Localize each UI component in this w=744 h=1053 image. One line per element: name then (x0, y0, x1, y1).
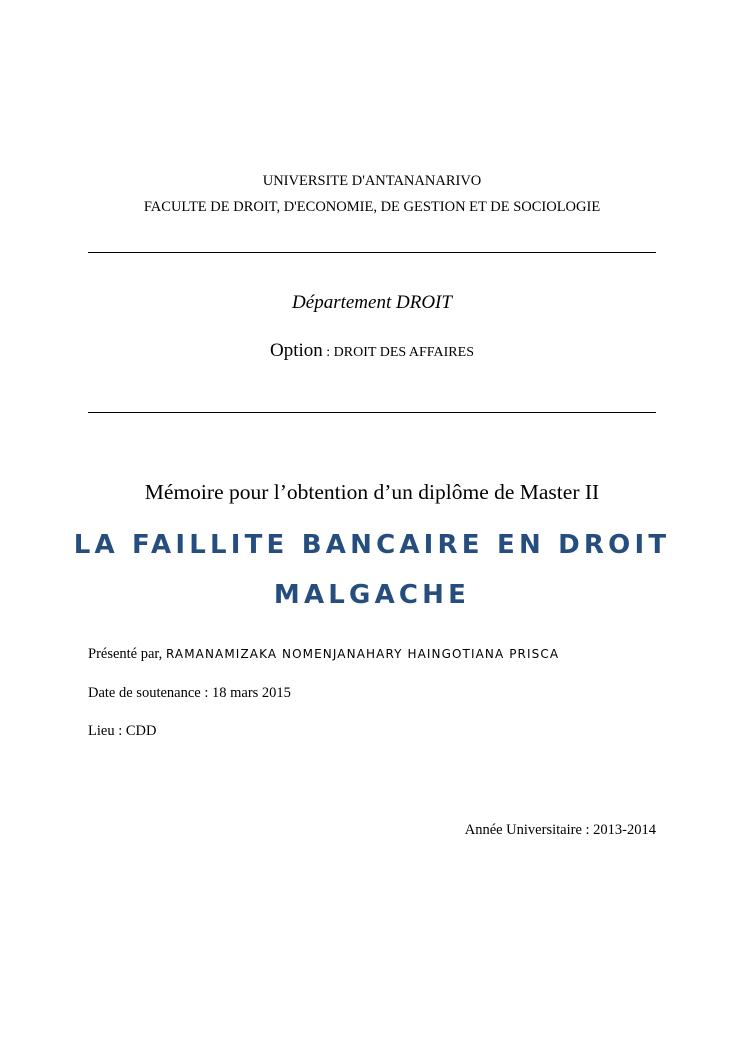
department: Département DROIT (292, 292, 452, 313)
author-name: RAMANAMIZAKA NOMENJANAHARY HAINGOTIANA PRISCA (165, 647, 560, 661)
faculty-name: FACULTE DE DROIT, D'ECONOMIE, DE GESTION ET DE SOCIOLOGIE (143, 199, 601, 215)
thesis-title-line-1: LA FAILLITE BANCAIRE EN DROIT (73, 530, 671, 560)
presented-by (88, 645, 559, 663)
university-name: UNIVERSITE D'ANTANANARIVO (262, 173, 482, 189)
memoire-subtitle: Mémoire pour l’obtention d’un diplôme de Master II (144, 480, 600, 504)
option-line (0, 340, 744, 364)
bottom-divider (88, 412, 656, 413)
option-label: Option (270, 340, 323, 361)
option-value: : DROIT DES AFFAIRES (322, 345, 474, 360)
academic-year: Année Universitaire : 2013-2014 (464, 822, 656, 838)
location: Lieu : CDD (88, 723, 157, 739)
defense-date: Date de soutenance : 18 mars 2015 (88, 685, 291, 701)
presented-label: Présenté par, (88, 646, 166, 662)
top-divider (88, 252, 656, 253)
thesis-title-line-2: MALGACHE (273, 580, 471, 610)
